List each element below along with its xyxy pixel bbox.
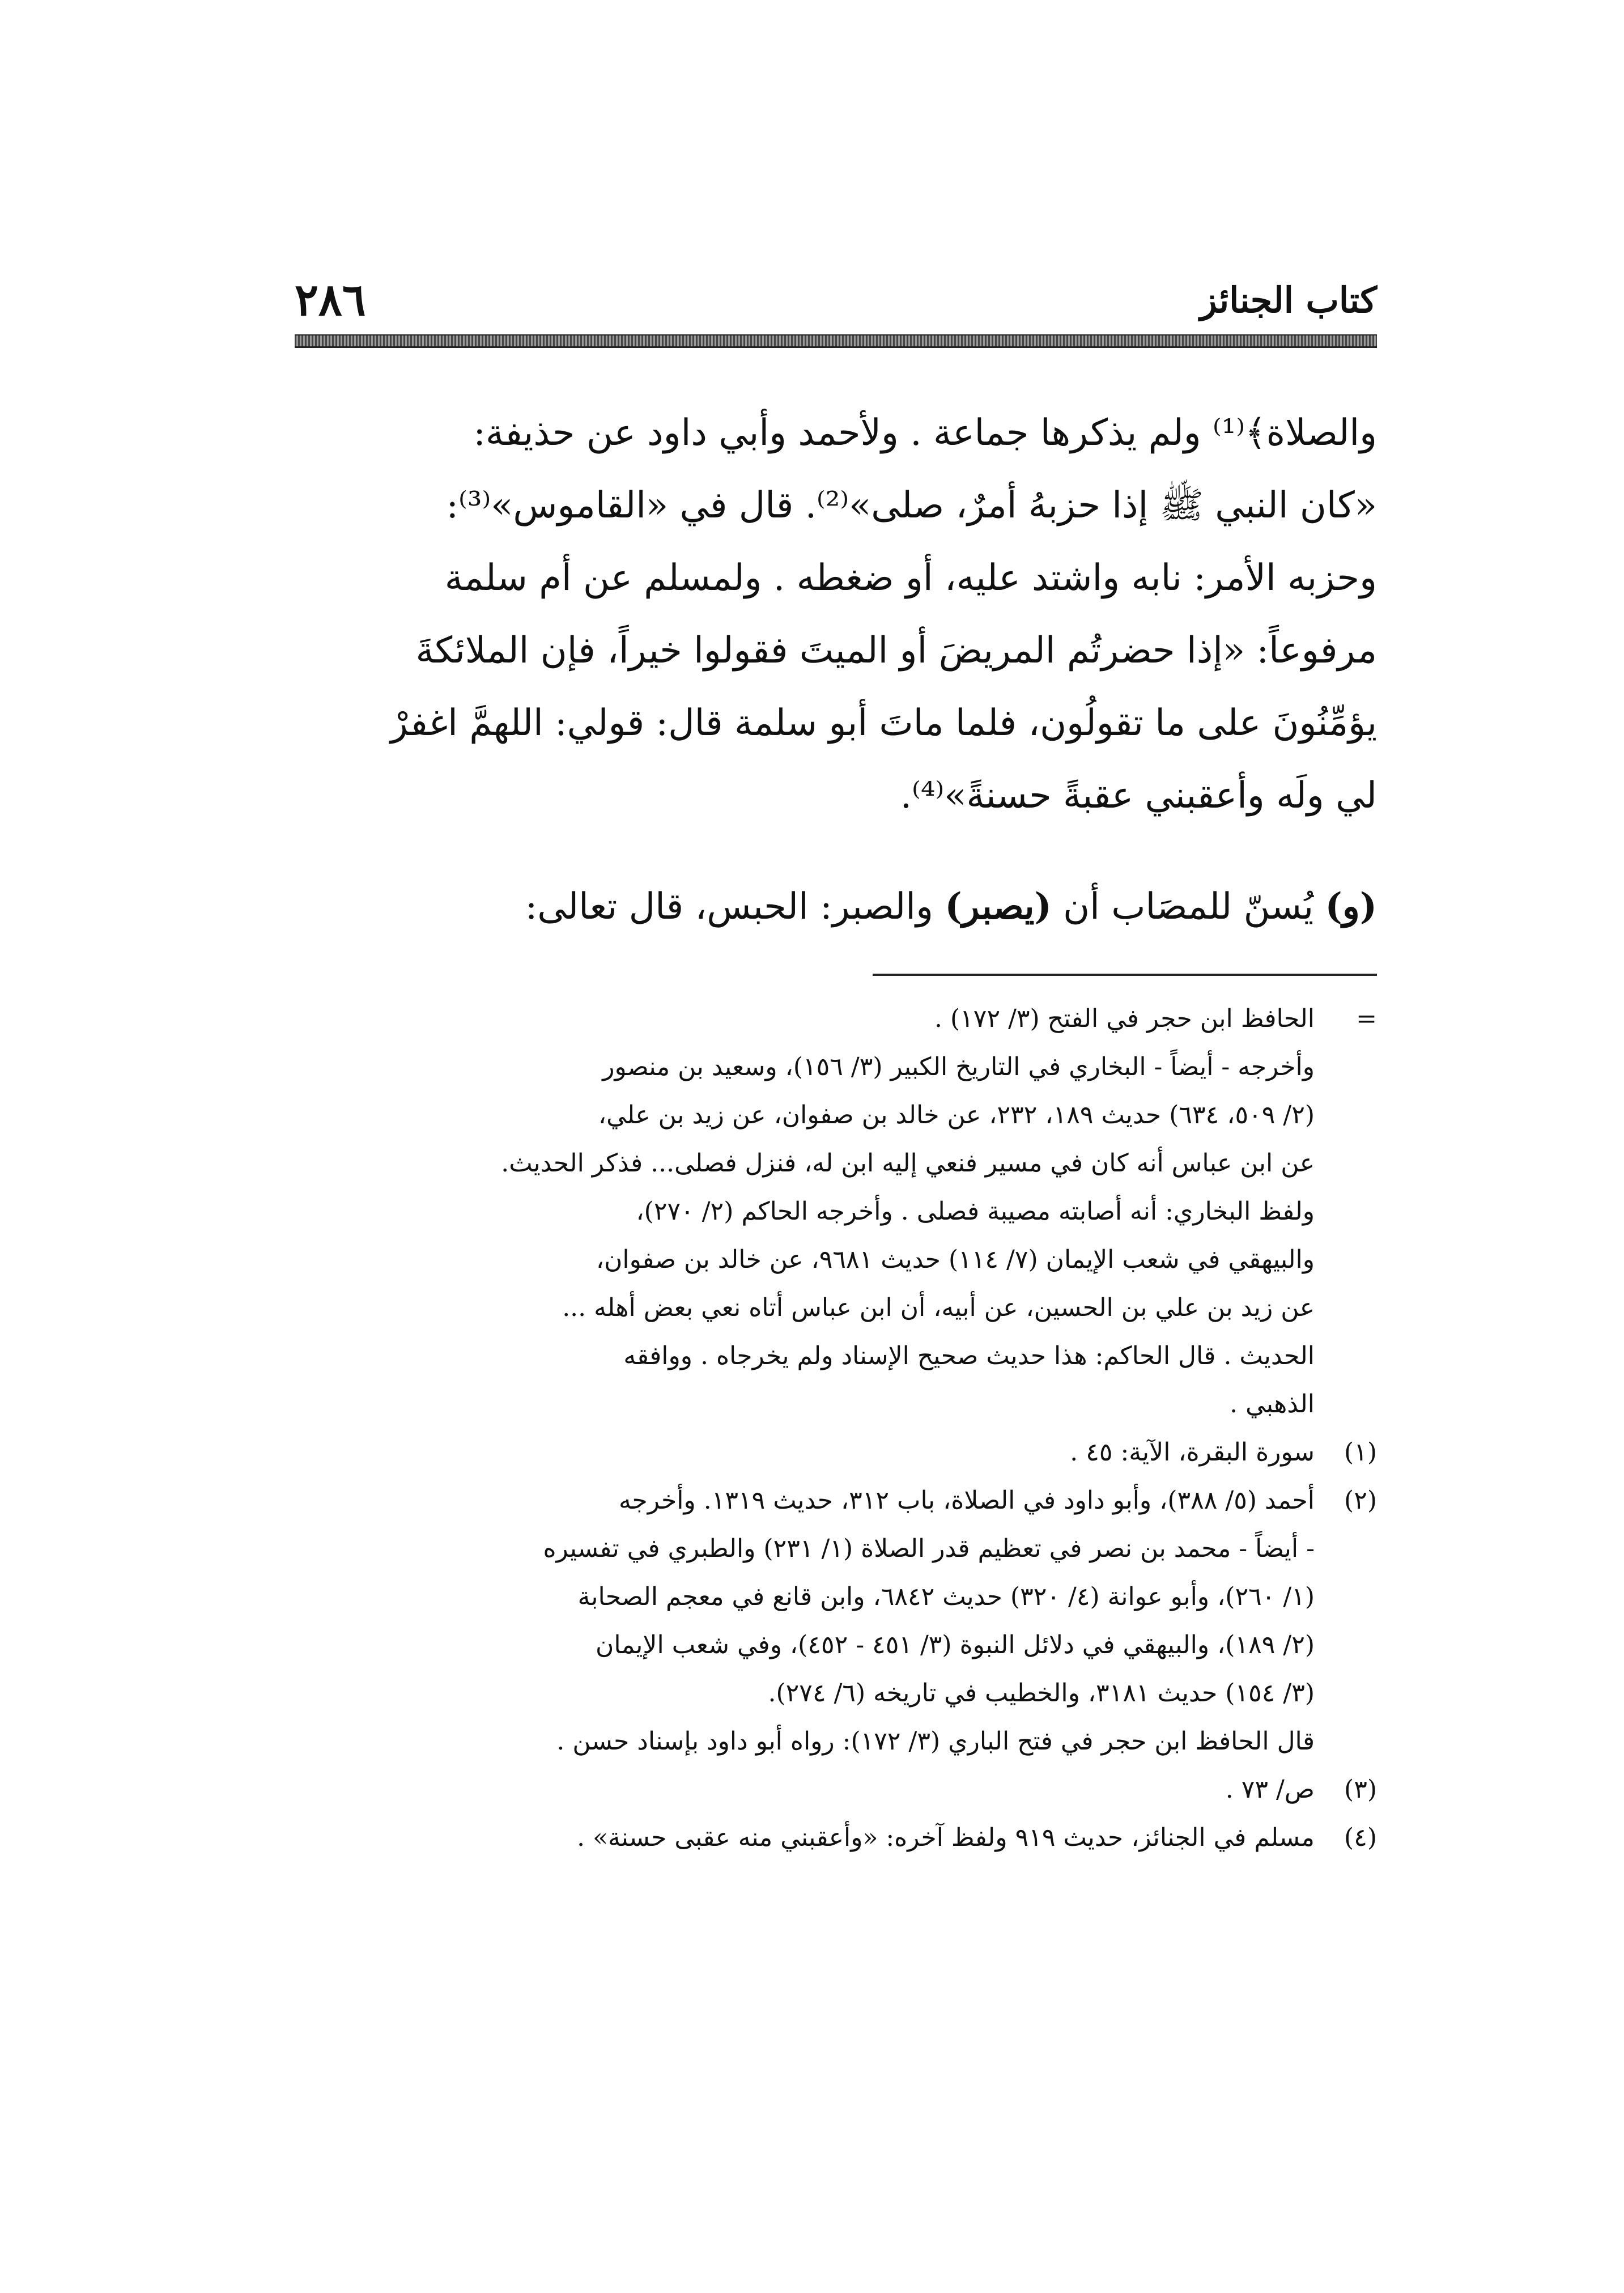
- footnote-line: قال الحافظ ابن حجر في فتح الباري (٣/ ١٧٢): رواه أبو داود بإسناد حسن .: [556, 1727, 1315, 1756]
- footnote-line: (٣/ ١٥٤) حديث ٣١٨١، والخطيب في تاريخه (٦/ ٢٧٤).: [768, 1679, 1315, 1708]
- footnote-body: [295, 1428, 1315, 1476]
- footnote-line: أحمد (٥/ ٣٨٨)، وأبو داود في الصلاة، باب ٣١٢، حديث ١٣١٩. وأخرجه: [618, 1486, 1315, 1515]
- footnote-3: [295, 1765, 1377, 1814]
- footnote-marker: (١): [1344, 1438, 1377, 1467]
- commentary-text: يُسنّ للمصَاب أن: [1051, 886, 1325, 928]
- footnote-body: [295, 1814, 1315, 1862]
- main-line: مرفوعاً: «إذا حضرتُم المريضَ أو الميتَ فقولوا خيراً، فإن الملائكةَ: [415, 630, 1377, 672]
- footnote-line: - أيضاً - محمد بن نصر في تعظيم قدر الصلاة (١/ ٢٣١) والطبري في تفسيره: [543, 1534, 1315, 1563]
- main-line: وحزبه الأمر: نابه واشتد عليه، أو ضغطه . ولمسلم عن أم سلمة: [444, 557, 1377, 599]
- footnote-line: سورة البقرة، الآية: ٤٥ .: [1070, 1438, 1315, 1467]
- footnotes: [295, 995, 1377, 1862]
- footnote-line: عن ابن عباس أنه كان في مسير فنعي إليه ابن له، فنزل فصلى... فذكر الحديث.: [501, 1149, 1315, 1178]
- main-line: «كان النبي ﷺ إذا حزبهُ أمرٌ، صلى»⁽²⁾. قال في «القاموس»⁽³⁾:: [446, 485, 1377, 526]
- main-last-line: [295, 876, 1377, 938]
- matn-word: (يصبر): [945, 885, 1052, 928]
- footnote-2: [295, 1476, 1377, 1765]
- footnote-line: عن زيد بن علي بن الحسين، عن أبيه، أن ابن عباس أتاه نعي بعض أهله ...: [562, 1293, 1315, 1322]
- main-line: لي ولَه وأعقبني عقبةً حسنةً»⁽⁴⁾.: [900, 775, 1377, 817]
- main-line: والصلاة﴾⁽¹⁾ ولم يذكرها جماعة . ولأحمد وأبي داود عن حذيفة:: [473, 412, 1377, 454]
- footnote-line: الحديث . قال الحاكم: هذا حديث صحيح الإسناد ولم يخرجاه . ووافقه: [623, 1341, 1315, 1370]
- page-header: [295, 266, 1377, 334]
- footnote-marker: =: [1356, 1004, 1377, 1033]
- footnote-body: [295, 995, 1315, 1428]
- matn-marker: (و): [1325, 885, 1377, 928]
- footnote-marker: (٤): [1344, 1823, 1377, 1852]
- footnote-marker: (٢): [1344, 1486, 1377, 1515]
- main-text: [295, 397, 1377, 832]
- footnote-continued: [295, 995, 1377, 1428]
- running-title: كتاب الجنائز: [1200, 279, 1377, 321]
- footnote-1: [295, 1428, 1377, 1476]
- footnote-line: الحافظ ابن حجر في الفتح (٣/ ١٧٢) .: [934, 1004, 1315, 1033]
- main-line: يؤمِّنُونَ على ما تقولُون، فلما ماتَ أبو سلمة قال: قولي: اللهمَّ اغفرْ: [390, 702, 1377, 744]
- commentary-text: والصبر: الحبس، قال تعالى:: [525, 886, 945, 928]
- footnote-line: (٢/ ٥٠٩، ٦٣٤) حديث ١٨٩، ٢٣٢، عن خالد بن صفوان، عن زيد بن علي،: [598, 1101, 1315, 1129]
- footnote-line: ولفظ البخاري: أنه أصابته مصيبة فصلى . وأخرجه الحاكم (٢/ ٢٧٠)،: [636, 1197, 1315, 1226]
- footnote-4: [295, 1814, 1377, 1862]
- footnote-separator: [873, 974, 1377, 976]
- header-rule: [295, 334, 1377, 348]
- footnote-marker: (٣): [1344, 1775, 1377, 1804]
- footnote-line: وأخرجه - أيضاً - البخاري في التاريخ الكبير (٣/ ١٥٦)، وسعيد بن منصور: [602, 1052, 1315, 1081]
- footnote-body: [295, 1765, 1315, 1814]
- footnote-line: ص/ ٧٣ .: [1225, 1775, 1315, 1804]
- footnote-line: مسلم في الجنائز، حديث ٩١٩ ولفظ آخره: «وأعقبني منه عقبى حسنة» .: [577, 1823, 1315, 1852]
- footnote-line: والبيهقي في شعب الإيمان (٧/ ١١٤) حديث ٩٦٨١، عن خالد بن صفوان،: [596, 1245, 1315, 1274]
- footnote-line: الذهبي .: [1230, 1390, 1315, 1419]
- footnote-line: (٢/ ١٨٩)، والبيهقي في دلائل النبوة (٣/ ٤٥١ - ٤٥٢)، وفي شعب الإيمان: [596, 1630, 1315, 1659]
- footnote-line: (١/ ٢٦٠)، وأبو عوانة (٤/ ٣٢٠) حديث ٦٨٤٢، وابن قانع في معجم الصحابة: [577, 1582, 1315, 1611]
- footnote-body: [295, 1476, 1315, 1765]
- page-number: ٢٨٦: [295, 274, 366, 326]
